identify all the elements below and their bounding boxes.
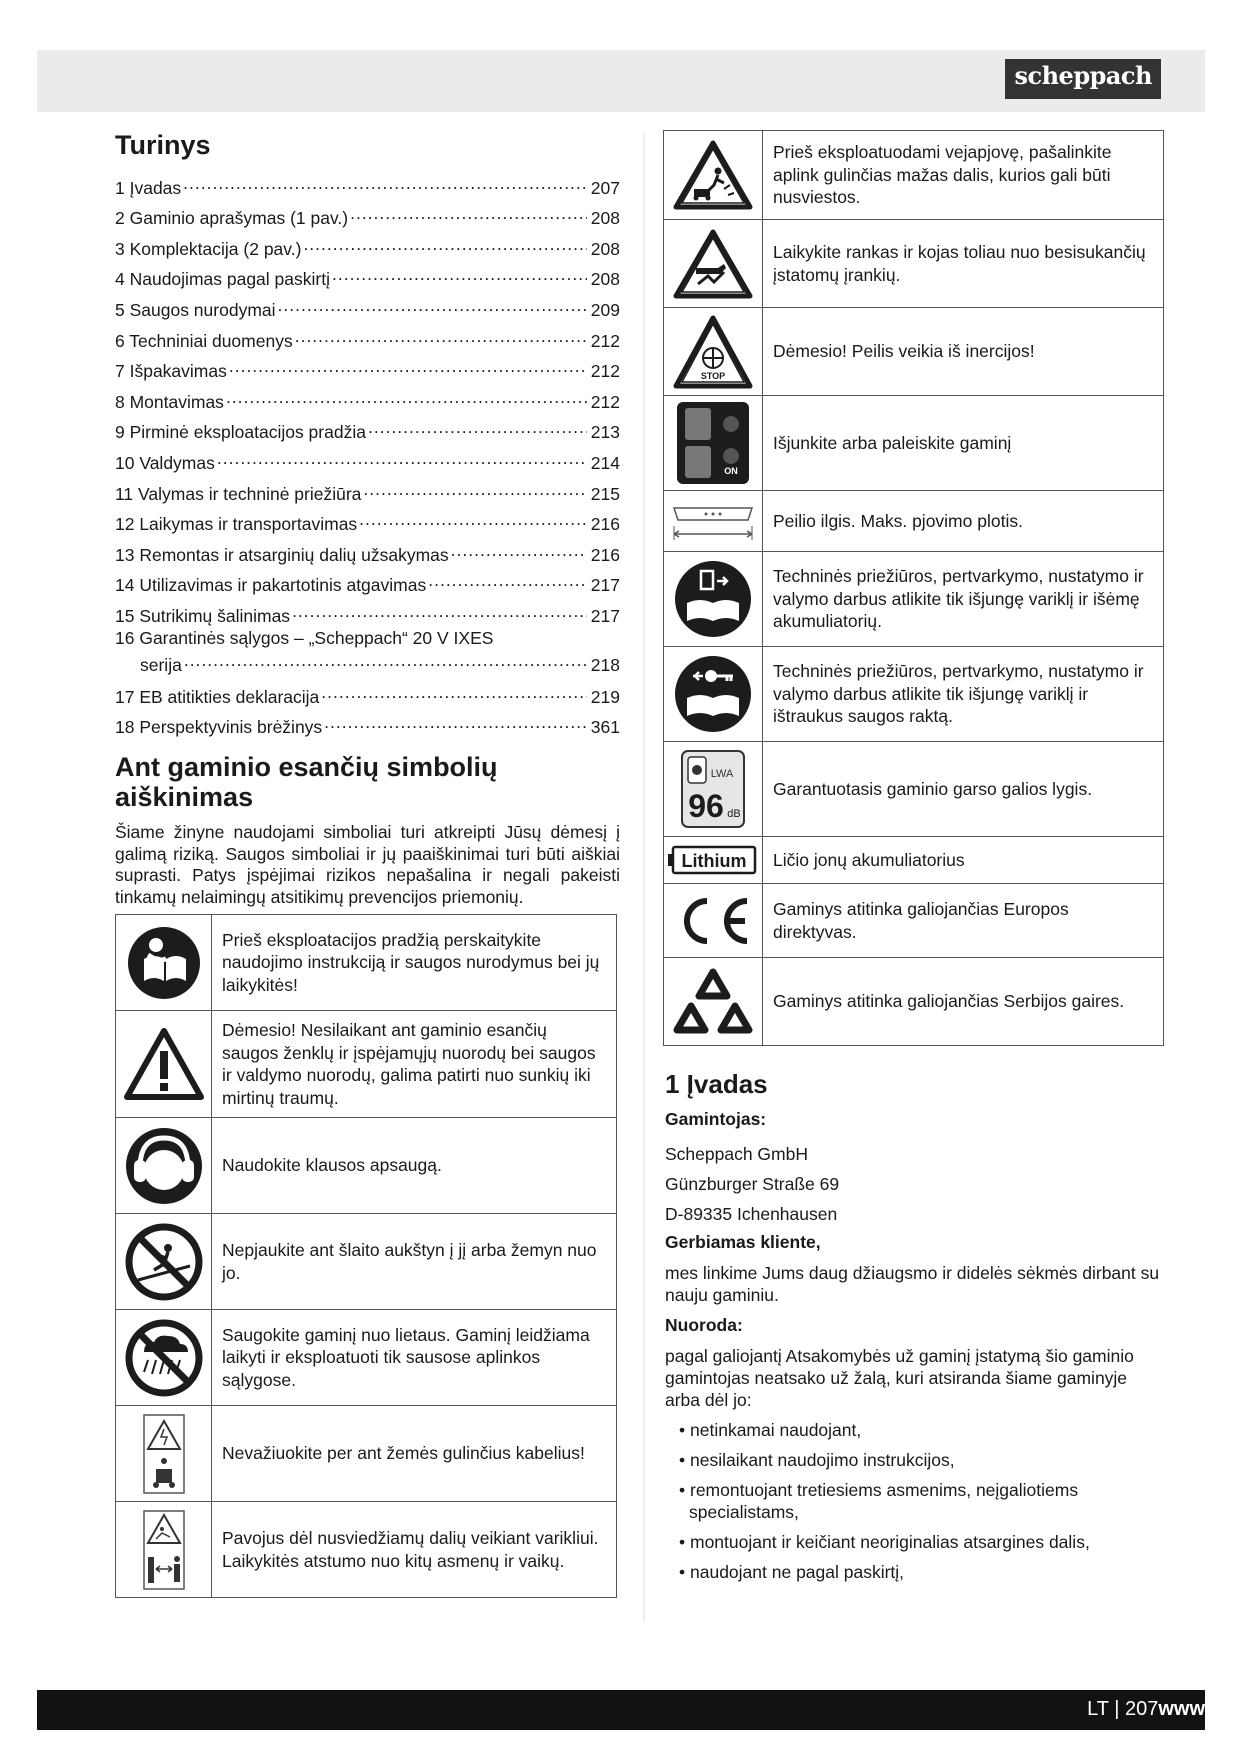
- header-bar: [37, 50, 1205, 112]
- toc-item[interactable]: 15 Sutrikimų šalinimas ..... 217: [115, 596, 620, 627]
- table-row: [664, 884, 1164, 958]
- left-column: [115, 128, 620, 1598]
- sound-level-value: 96: [688, 788, 724, 824]
- toc-item[interactable]: 1 Įvadas ..... 207: [115, 168, 620, 199]
- greeting-text: mes linkime Jums daug džiaugsmo ir didelės sėkmės dirbant su nauju gaminiu.: [665, 1263, 1160, 1305]
- flying-parts-distance-icon: [116, 1502, 212, 1598]
- symbol-description: Techninės priežiūros, pertvarkymo, nustatymo ir valymo darbus atlikite tik išjungę variklį ir išėmę akumuliatorių.: [763, 552, 1164, 647]
- lithium-label: Lithium: [681, 851, 747, 871]
- list-item: • nesilaikant naudojimo instrukcijos,: [675, 1449, 1164, 1471]
- greeting-label: Gerbiamas kliente,: [665, 1232, 821, 1252]
- toc-item[interactable]: 7 Išpakavimas ..... 212: [115, 352, 620, 383]
- lithium-icon: [664, 837, 763, 884]
- table-row: [664, 220, 1164, 308]
- symbol-description: Peilio ilgis. Maks. pjovimo plotis.: [763, 491, 1164, 552]
- blade-inertia-stop-icon: [664, 308, 763, 396]
- toc-item[interactable]: 2 Gaminio aprašymas (1 pav.) ..... 208: [115, 199, 620, 230]
- no-rain-icon: [116, 1310, 212, 1406]
- toc-item[interactable]: 9 Pirminė eksploatacijos pradžia ..... 213: [115, 413, 620, 444]
- toc-item[interactable]: 12 Laikymas ir transportavimas ..... 216: [115, 505, 620, 536]
- table-row: [116, 1118, 617, 1214]
- toc-item[interactable]: 5 Saugos nurodymai ..... 209: [115, 290, 620, 321]
- page-number: LT | 207www: [1087, 1698, 1205, 1720]
- table-of-contents: [115, 168, 620, 738]
- symbol-description: Gaminys atitinka galiojančias Serbijos gaires.: [763, 958, 1164, 1046]
- toc-item[interactable]: 8 Montavimas ..... 212: [115, 382, 620, 413]
- symbol-description: Saugokite gaminį nuo lietaus. Gaminį leidžiama laikyti ir eksploatuoti tik sausose aplinkos sąlygose.: [212, 1310, 617, 1406]
- symbol-description: Nepjaukite ant šlaito aukštyn į jį arba žemyn nuo jo.: [212, 1214, 617, 1310]
- toc-item[interactable]: 10 Valdymas ..... 214: [115, 443, 620, 474]
- table-row: [664, 647, 1164, 742]
- no-slope-mowing-icon: [116, 1214, 212, 1310]
- lwa-label: LWA: [710, 768, 734, 780]
- db-label: dB: [727, 808, 741, 820]
- ce-mark-icon: [664, 884, 763, 958]
- symbol-description: Naudokite klausos apsaugą.: [212, 1118, 617, 1214]
- table-row: [664, 837, 1164, 884]
- intro-section-title: 1 Įvadas: [665, 1069, 768, 1099]
- table-row: [116, 1310, 617, 1406]
- list-item: • netinkamai naudojant,: [675, 1419, 1164, 1441]
- symbol-description: Išjunkite arba paleiskite gaminį: [763, 396, 1164, 491]
- toc-item[interactable]: 6 Techniniai duomenys ..... 212: [115, 321, 620, 352]
- symbol-description: Gaminys atitinka galiojančias Europos direktyvas.: [763, 884, 1164, 958]
- list-item: • montuojant ir keičiant neoriginalias atsargines dalis,: [675, 1531, 1164, 1553]
- on-label: ON: [724, 466, 738, 476]
- symbol-description: Dėmesio! Peilis veikia iš inercijos!: [763, 308, 1164, 396]
- note-text: pagal galiojantį Atsakomybės už gaminį įstatymą šio gaminio gamintojas neatsako už žalą, kuri atsiranda šiame gaminyje arba dėl jo:: [665, 1346, 1134, 1410]
- symbol-description: Ličio jonų akumuliatorius: [763, 837, 1164, 884]
- blade-length-icon: [664, 491, 763, 552]
- keep-hands-feet-away-icon: [664, 220, 763, 308]
- toc-item[interactable]: 14 Utilizavimas ir pakartotinis atgavimas ..... 217: [115, 566, 620, 597]
- toc-item[interactable]: 18 Perspektyvinis brėžinys ..... 361: [115, 708, 620, 739]
- column-divider: [643, 132, 645, 1622]
- read-manual-icon: [116, 915, 212, 1011]
- table-row: [116, 1502, 617, 1598]
- list-item: • naudojant ne pagal paskirtį,: [675, 1561, 1164, 1583]
- symbol-description: Techninės priežiūros, pertvarkymo, nustatymo ir valymo darbus atlikite tik išjungę variklį ir ištraukus saugos raktą.: [763, 647, 1164, 742]
- serbia-conformity-icon: [664, 958, 763, 1046]
- symbols-section-title: Ant gaminio esančių simbolių aiškinimas: [115, 752, 498, 813]
- toc-item[interactable]: 4 Naudojimas pagal paskirtį ..... 208: [115, 260, 620, 291]
- table-row: [664, 958, 1164, 1046]
- toc-item[interactable]: 17 EB atitikties deklaracija ..... 219: [115, 677, 620, 708]
- sound-power-icon: [664, 742, 763, 837]
- remove-battery-manual-icon: [664, 552, 763, 647]
- toc-item[interactable]: 13 Remontas ir atsarginių dalių užsakymas ..... 216: [115, 535, 620, 566]
- table-row: [664, 491, 1164, 552]
- brand-logo: scheppach: [1005, 59, 1161, 99]
- symbols-intro: Šiame žinyne naudojami simboliai turi atkreipti Jūsų dėmesį į galimą riziką. Saugos simboliai ir jų paaiškinimai turi būti aiškiai suprasti. Patys įspėjimai rizikos nepašalina ir negali pakeisti tinkamų nelaimingų atsitikimų prevencijos priemonių.: [115, 822, 620, 907]
- footer-bar: [37, 1690, 1205, 1730]
- manufacturer-address: Scheppach GmbH Günzburger Straße 69 D-89335 Ichenhausen: [665, 1144, 840, 1224]
- table-row: [664, 552, 1164, 647]
- table-row: [116, 1214, 617, 1310]
- toc-title: Turinys: [115, 130, 211, 160]
- table-row: [664, 308, 1164, 396]
- manufacturer-label: Gamintojas:: [665, 1109, 767, 1129]
- remove-debris-icon: [664, 131, 763, 220]
- liability-list: [675, 1419, 1164, 1583]
- svg-text:STOP: STOP: [700, 370, 726, 381]
- symbols-table-right: [663, 130, 1164, 1046]
- table-row: [664, 396, 1164, 491]
- remove-key-manual-icon: [664, 647, 763, 742]
- symbol-description: Garantuotasis gaminio garso galios lygis.: [763, 742, 1164, 837]
- symbol-description: Prieš eksploatuodami vejapjovę, pašalinkite aplink gulinčias mažas dalis, kurios gali būti nusviestos.: [763, 131, 1164, 220]
- table-row: [116, 1011, 617, 1118]
- table-row: [116, 915, 617, 1011]
- list-item: • remontuojant tretiesiems asmenims, neįgaliotiems specialistams,: [675, 1479, 1164, 1523]
- warning-triangle-icon: [116, 1011, 212, 1118]
- symbol-description: Prieš eksploatacijos pradžią perskaitykite naudojimo instrukciją ir saugos nurodymus bei jų laikykitės!: [212, 915, 617, 1011]
- toc-item[interactable]: 11 Valymas ir techninė priežiūra ..... 215: [115, 474, 620, 505]
- symbols-table-left: [115, 914, 617, 1598]
- note-label: Nuoroda:: [665, 1315, 743, 1335]
- table-row: [664, 131, 1164, 220]
- right-column: [663, 130, 1164, 1591]
- symbol-description: Pavojus dėl nusviedžiamų dalių veikiant varikliui. Laikykitės atstumo nuo kitų asmenų ir vaikų.: [212, 1502, 617, 1598]
- table-row: [664, 742, 1164, 837]
- symbol-description: Laikykite rankas ir kojas toliau nuo besisukančių įstatomų įrankių.: [763, 220, 1164, 308]
- toc-item[interactable]: 16 Garantinės sąlygos – „Scheppach“ 20 V IXES serija ..... 218: [115, 627, 620, 677]
- symbol-description: Dėmesio! Nesilaikant ant gaminio esančių saugos ženklų ir įspėjamųjų nuorodų bei saugos ir valdymo nuorodų, galima patirti nuo sunkių iki mirtinų traumų.: [212, 1011, 617, 1118]
- website-text: www: [1158, 1698, 1205, 1720]
- on-off-icon: [664, 396, 763, 491]
- no-drive-over-cables-icon: [116, 1406, 212, 1502]
- table-row: [116, 1406, 617, 1502]
- symbol-description: Nevažiuokite per ant žemės gulinčius kabelius!: [212, 1406, 617, 1502]
- ear-protection-icon: [116, 1118, 212, 1214]
- toc-item[interactable]: 3 Komplektacija (2 pav.) ..... 208: [115, 229, 620, 260]
